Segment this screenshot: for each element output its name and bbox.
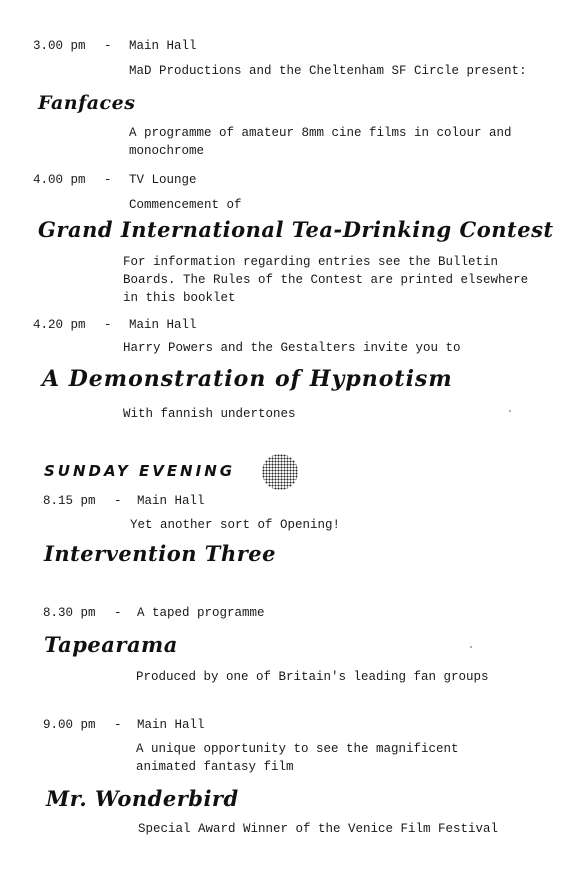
description: A programme of amateur 8mm cine films in colour and monochrome [129,126,512,158]
location-main-hall: Main Hall [129,318,197,332]
scan-speck [470,646,472,648]
title-intervention-three: Intervention Three [44,541,276,566]
title-hypnotism: A Demonstration of Hypnotism [42,366,453,392]
location-main-hall: Main Hall [137,494,205,508]
intro-text: Commencement of [129,198,242,212]
halftone-dot-graphic [262,454,298,490]
time-9-00: 9.00 pm [43,718,96,732]
description: With fannish undertones [123,407,296,421]
dash: - [114,494,122,508]
title-mr-wonderbird: Mr. Wonderbird [46,786,239,811]
time-4-00: 4.00 pm [33,173,86,187]
time-8-30: 8.30 pm [43,606,96,620]
location-tv-lounge: TV Lounge [129,173,197,187]
description: For information regarding entries see the Bulletin Boards. The Rules of the Contest are printed elsewhere in this booklet [123,255,529,305]
description: A unique opportunity to see the magnificent animated fantasy film [136,742,459,774]
title-fanfaces: Fanfaces [38,92,136,114]
dash: - [104,318,112,332]
location-main-hall: Main Hall [129,39,197,53]
dash: - [104,39,112,53]
intro-text: Harry Powers and the Gestalters invite you to [123,341,461,355]
time-4-20: 4.20 pm [33,318,86,332]
intro-text: Yet another sort of Opening! [130,518,341,532]
description: Produced by one of Britain's leading fan groups [136,670,489,684]
dash: - [114,606,122,620]
title-tapearama: Tapearama [44,632,178,657]
title-tea-drinking-contest: Grand International Tea-Drinking Contest [38,217,554,242]
location-taped-programme: A taped programme [137,606,265,620]
intro-text: MaD Productions and the Cheltenham SF Circle present: [129,64,527,78]
award-note: Special Award Winner of the Venice Film Festival [138,822,499,836]
section-heading: SUNDAY EVENING [44,462,236,480]
time-3-00: 3.00 pm [33,39,86,53]
dash: - [104,173,112,187]
scan-speck [509,410,511,412]
location-main-hall: Main Hall [137,718,205,732]
time-8-15: 8.15 pm [43,494,96,508]
dash: - [114,718,122,732]
